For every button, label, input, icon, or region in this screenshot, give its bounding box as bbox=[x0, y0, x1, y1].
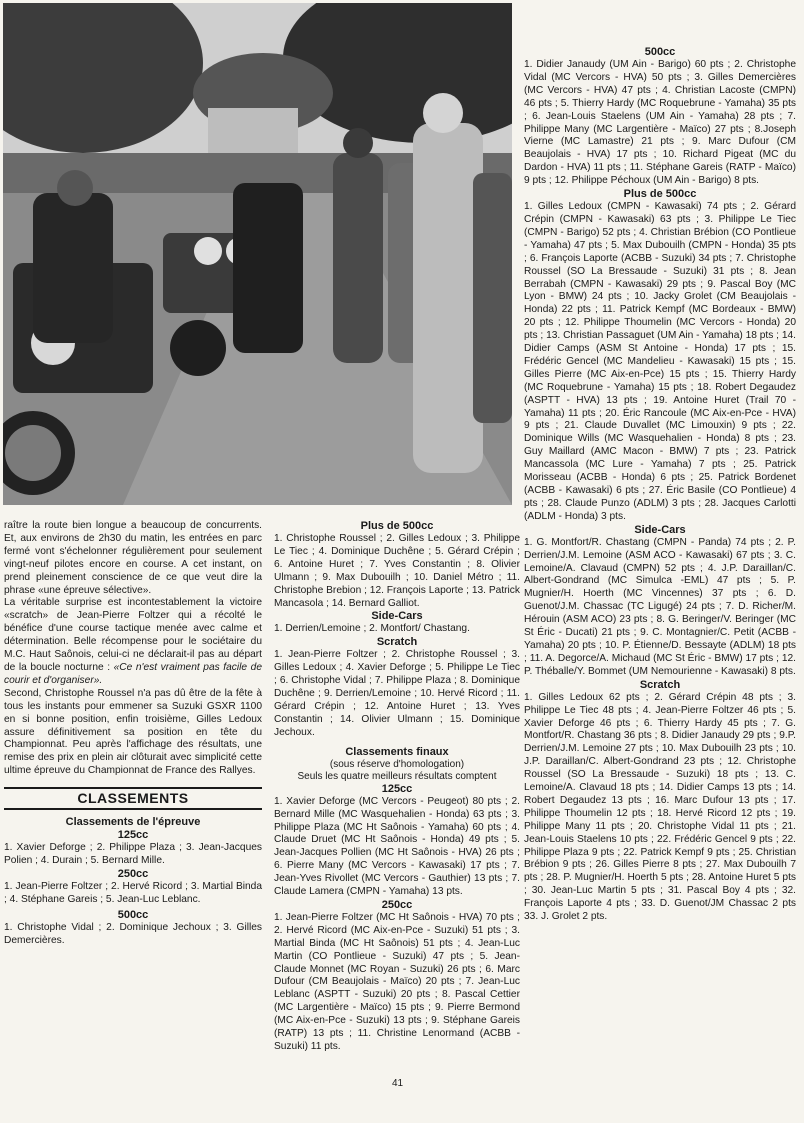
section-note: Seuls les quatre meilleurs résultats comptent bbox=[297, 770, 497, 782]
category-heading: 500cc bbox=[117, 908, 149, 921]
category-heading: Side-Cars bbox=[371, 610, 423, 623]
category-heading: 125cc bbox=[381, 782, 413, 795]
article-paragraph: Second, Christophe Roussel n'a pas dû être de la fête à tous les instants pour emmener sa Suzuki GSXR 1100 en si bonne position, enfin troisième, Gilles Ledoux assure définitivement sa position en tête du Championnat. Peu après l'affichage des résultats, une remise des prix en plein air clôturait avec simplicité cette ultime épreuve du Championnat de France des Rallyes. bbox=[4, 687, 262, 777]
results-text: 1. Jean-Pierre Foltzer (MC Ht Saônois - HVA) 70 pts ; 2. Hervé Ricord (MC Aix-en-Pce - Suzuki) 51 pts ; 3. Martial Binda (MC Ht Saônois) 51 pts ; 4. Jean-Luc Martin (CO Pontlieue - Suzuki) 47 pts ; 5. Jean-Claude Monnet (MC Royan - Suzuki) 26 pts ; 6. Marc Dufour (CM Beaujolais - Maïco) 20 pts ; 7. Jean-Luc Leblanc (ASPTT - Suzuki) 20 pts ; 8. Pascal Cettier (MC Largentière - Maïco) 15 pts ; 9. Pierre Bermond (MC Aix-en-Pce - Suzuki) 13 pts ; 9. Stéphane Gareis (RATP) 13 pts ; 11. Christine Lenormand (ACBB - Suzuki) 11 pts. bbox=[274, 911, 520, 1052]
results-column-middle bbox=[274, 520, 520, 1054]
results-text: 1. Gilles Ledoux (CMPN - Kawasaki) 74 pts ; 2. Gérard Crépin (CMPN - Kawasaki) 63 pts ; 3. Philippe Le Tiec (CMPN - Barigo) 52 pts ; 4. Christian Brébion (CO Pontlieue - Yamaha) 47 pts ; 5. Max Dubouilh (CMPN - Honda) 35 pts ; 6. François Laporte (ACBB - Suzuki) 34 pts ; 7. Christophe Roussel (SO La Bressaude - Suzuki) 31 pts ; 8. Jean Berrabah (CMPN - Kawasaki) 29 pts ; 9. Pascal Boy (MC Lyon - BMW) 24 pts ; 10. Jacky Grolet (CM Beaujolais - Honda) 22 pts ; 11. Patrick Kempf (MC Bordeaux - BMW) 20 pts ; 12. Philippe Thoumelin (MC Vercors - Honda) 20 pts ; 13. Christian Passaguet (UM Ain - Yamaha) 18 pts ; 14. Didier Camps (ASM St Antoine - Honda) 17 pts ; 15. Frédéric Gencel (MC Mandelieu - Kawasaki) 15 pts ; 15. Gilles Pierre (MC Aix-en-Pce) 15 pts ; 15. Thierry Hardy (MC Roquebrune - Yamaha) 15 pts ; 18. Robert Degaudez (ASPTT - HVA) 13 pts ; 19. Antoine Huret (Trail 70 - Yamaha) 11 pts ; 20. Éric Rancoule (MC Aix-en-Pce - HVA) 9 pts ; 21. Claude Duvallet (MC Limouxin) 9 pts ; 22. Dominique Wills (MC Wasquehalien - Honda) 8 pts ; 23. Guy Maillard (AMC Macon - BMW) 7 pts ; 23. Patrick Mancassola (MC Lure - Yamaha) 7 pts ; 25. Patrick Morisseau (ACBB - Honda) 6 pts ; 25. Patrick Bordenet (ACBB - Kawasaki) 6 pts ; 27. Éric Basile (CO Pontlieue) 4 pts ; 28. Claude Punzo (ADLM) 3 pts ; 28. Jacques Carlotti (ADLM - Honda) 3 pts. bbox=[524, 201, 796, 522]
results-text: 1. Christophe Roussel ; 2. Gilles Ledoux ; 3. Philippe Le Tiec ; 4. Dominique Duchêne ; 5. Gérard Crépin ; 6. Antoine Huret ; 7. Yves Constantin ; 8. Olivier Ulmann ; 9. Max Dubouilh ; 10. Daniel Métro ; 11. Christophe Brebion ; 12. François Laporte ; 13. Patrick Mancasola ; 14. Bernard Galliot. bbox=[274, 533, 520, 609]
results-text: 1. Jean-Pierre Foltzer ; 2. Hervé Ricord ; 3. Martial Binda ; 4. Stéphane Gareis ; 5. Jean-Luc Leblanc. bbox=[4, 880, 262, 905]
section-title: CLASSEMENTS bbox=[4, 787, 262, 810]
motorcycle-race-photo-icon bbox=[3, 3, 512, 505]
section-note: (sous réserve d'homologation) bbox=[329, 758, 465, 770]
category-heading: Side-Cars bbox=[634, 523, 686, 536]
results-column-right bbox=[524, 46, 796, 924]
category-heading: 125cc bbox=[117, 829, 149, 842]
results-text: 1. Jean-Pierre Foltzer ; 2. Christophe Roussel ; 3. Gilles Ledoux ; 4. Xavier Deforge ; 5. Philippe Le Tiec ; 6. Christophe Vidal ; 7. Philippe Plaza ; 8. Dominique Duchêne ; 9. Derrien/Lemoine ; 10. Hervé Ricord ; 11. Gérard Crépin ; 12. Antoine Huret ; 13. Yves Constantin ; 14. Olivier Ulmann ; 15. Dominique Jechoux. bbox=[274, 649, 520, 738]
category-heading: 250cc bbox=[381, 898, 413, 911]
results-text: 1. Gilles Ledoux 62 pts ; 2. Gérard Crépin 48 pts ; 3. Philippe Le Tiec 48 pts ; 4. Jean-Pierre Foltzer 46 pts ; 5. Xavier Deforge 46 pts ; 6. Thierry Hardy 45 pts ; 7. G. Montfort/R. Chastang 36 pts ; 8. Didier Janaudy 29 pts ; 9.P. Derrien/J.M. Lemoine 27 pts ; 10. Max Dubouilh 23 pts ; 10. J.P. Daraillan/C. Albert-Gondrand 23 pts ; 12. Christophe Roussel (SO La Bressaude - Suzuki) 18 pts ; 13. C. Lemoine/A. Clavaud 18 pts ; 14. Didier Camps 13 pts ; 14. Robert Degaudez 13 pts ; 16. Marc Dufour 13 pts ; 17. Philippe Thoumelin 12 pts ; 18. Hervé Ricord 12 pts ; 19. Philippe Many 11 pts ; 20. Christophe Vidal 11 pts ; 21. Jean-Louis Staelens 10 pts ; 22. Frédéric Gencel 9 pts ; 22. Philippe Plaza 9 pts ; 22. Patrick Kempf 9 pts ; 25. Christian Brébion 9 pts ; 26. Gilles Pierre 8 pts ; 27. Max Dubouilh 7 pts ; 28. P. Mugnier/H. Hoerth 5 pts ; 28. Antoine Huret 5 pts ; 30. Jean-Luc Martin 5 pts ; 31. Pascal Boy 4 pts ; 32. François Laporte 4 pts ; 33. D. Guenot/JM Chassac 2 pts 33. J. Grolet 2 pts. bbox=[524, 691, 796, 923]
section-heading: Classements finaux bbox=[345, 745, 449, 758]
race-photo bbox=[3, 3, 512, 505]
results-text: 1. Didier Janaudy (UM Ain - Barigo) 60 pts ; 2. Christophe Vidal (MC Vercors - HVA) 50 pts ; 3. Gilles Demercières (MC Vercors - HVA) 47 pts ; 4. Christian Lacoste (CMPN) 46 pts ; 5. Thierry Hardy (MC Roquebrune - Yamaha) 35 pts ; 6. Jean-Louis Staelens (UM Ain - Yamaha) 28 pts ; 7. Philippe Many (MC Largentière - Maïco) 27 pts ; 8.Joseph Vierne (MC Lamastre) 21 pts ; 9. Marc Dufour (CM Beaujolais - HVA) 17 pts ; 10. Richard Pigeat (MC du Dardon - HVA) 11 pts ; 11. Stéphane Gareis (RATP - Maïco) 9 pts ; 12. Philippe Péchoux (UM Ain - Barigo) 8 pts. bbox=[524, 59, 796, 187]
article-paragraph bbox=[4, 597, 262, 687]
category-heading: Scratch bbox=[639, 678, 681, 691]
category-heading: 250cc bbox=[117, 867, 149, 880]
results-text: 1. Derrien/Lemoine ; 2. Montfort/ Chastang. bbox=[274, 623, 470, 635]
results-text: 1. Xavier Deforge ; 2. Philippe Plaza ; 3. Jean-Jacques Polien ; 4. Durain ; 5. Bernard Mille. bbox=[4, 842, 262, 866]
article-quote: «Ce n'est vraiment pas facile de courir et d'organiser». bbox=[4, 661, 262, 686]
article-column bbox=[4, 520, 262, 947]
results-text: 1. Xavier Deforge (MC Vercors - Peugeot) 80 pts ; 2. Bernard Mille (MC Wasquehalien - Honda) 63 pts ; 3. Philippe Plaza (MC Ht Saônois - Yamaha) 60 pts ; 4. Claude Druet (MC Ht Saônois - Honda) 49 pts ; 5. Jean-Jacques Pollien (MC Ht Saônois - HVA) 26 pts ; 6. Pierre Many (MC Vercors - Kawasaki) 17 pts ; 7. Jean-Yves Rivollet (MC Vercors - Gauthier) 13 pts ; 7. Claude Lamera (CMPN - Yamaha) 13 pts. bbox=[274, 795, 520, 898]
article-text: La véritable surprise est incontestablement la victoire «scratch» de Jean-Pierre Foltzer qui a récolté le bénéfice d'une course tactique menée avec calme et détermination. Belle récompense pour le sociétaire du M.C. Haut Saônois, celui-ci ne déclarait-il pas au départ de la boucle nocturne : bbox=[4, 597, 262, 673]
section-heading: Classements de l'épreuve bbox=[65, 816, 201, 829]
article-paragraph: raître la route bien longue a beaucoup de concurrents. Et, aux environs de 2h30 du matin, les entrées en parc fermé vont s'échelonner régulièrement pour seulement vingt-neuf pilotes encore en course. A cet instant, on prend pleinement conscience de ce que veut dire la phrase «une épreuve sélective». bbox=[4, 520, 262, 596]
category-heading: Plus de 500cc bbox=[360, 520, 434, 532]
category-heading: Plus de 500cc bbox=[623, 188, 697, 201]
category-heading: Scratch bbox=[376, 636, 418, 649]
page-number: 41 bbox=[392, 1078, 404, 1089]
results-text: 1. Christophe Vidal ; 2. Dominique Jechoux ; 3. Gilles Demercières. bbox=[4, 921, 262, 946]
results-text: 1. G. Montfort/R. Chastang (CMPN - Panda) 74 pts ; 2. P. Derrien/J.M. Lemoine (ASM ACO - Kawasaki) 67 pts ; 3. C. Lemoine/A. Clavaud (CMPN) 52 pts ; 4. J.P. Daraillan/C. Albert-Gondrand (MC Simulca -EML) 47 pts ; 5. P. Mugnier/H. Hoerth (MC Vincennes) 37 pts ; 6. D. Guenot/J.M. Chassac (TC Ligugé) 24 pts ; 7. D. Richer/M. Hérouin (ASM ACO) 23 pts ; 8. G. Beringer/V. Beringer (MC St Éric - Ducati) 21 pts ; 9. C. Montagnier/C. Petit (ACBB - Yamaha) 20 pts ; 10. P. Étienne/D. Bessayte (ADLM) 18 pts ; 11. A. Degorce/A. Michaud (MC St Éric - BMW) 17 pts ; 12. P. Théballe/Y. Bommet (UM Nemourienne - Kawasaki) 8 pts. bbox=[524, 536, 796, 677]
category-heading: 500cc bbox=[644, 46, 676, 58]
